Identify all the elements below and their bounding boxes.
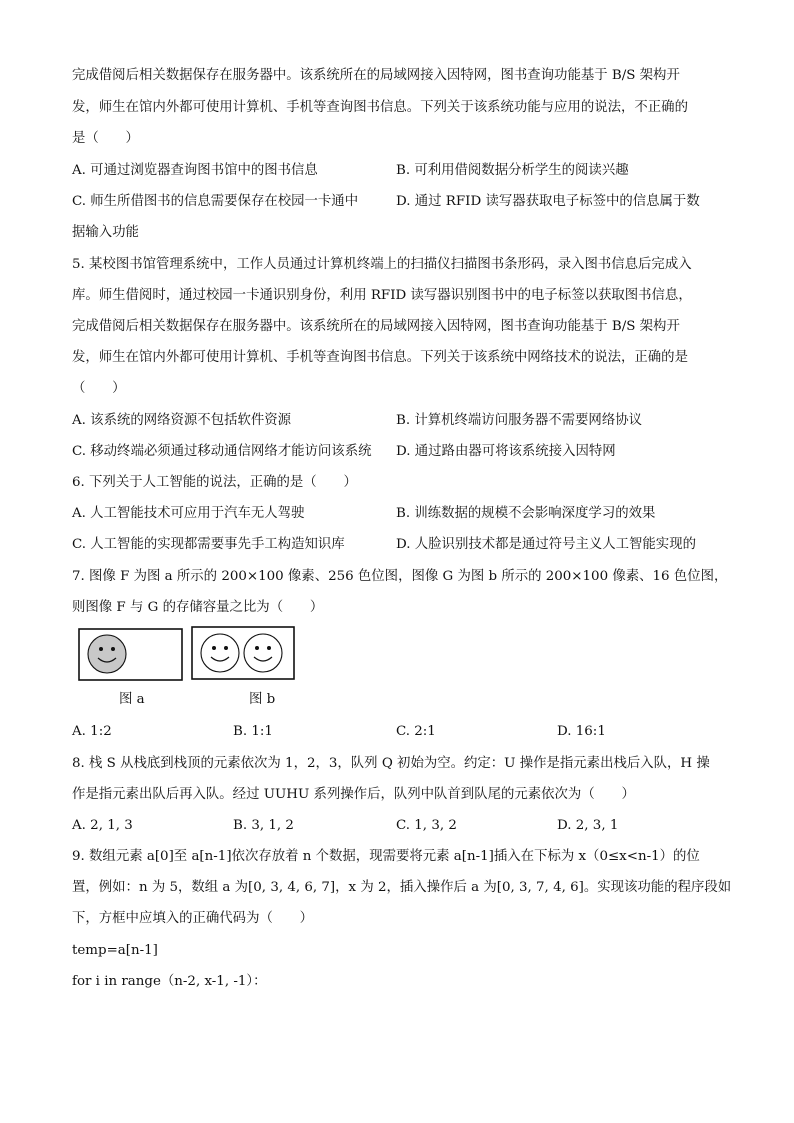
smiley-left-icon — [201, 634, 239, 672]
q4-option-d: D. 通过 RFID 读写器获取电子标签中的信息属于数 — [396, 194, 700, 209]
q7-option-c: C. 2:1 — [396, 724, 436, 739]
intro-line-2: 发，师生在馆内外都可使用计算机、手机等查询图书信息。下列关于该系统功能与应用的说法，不正确的 — [72, 100, 688, 115]
q5-option-b: B. 计算机终端访问服务器不需要网络协议 — [396, 413, 642, 428]
q6-option-d: D. 人脸识别技术都是通过符号主义人工智能实现的 — [396, 537, 696, 552]
q8-option-d: D. 2, 3, 1 — [557, 818, 619, 833]
q7-option-b: B. 1:1 — [233, 724, 273, 739]
q5-line-2: 库。师生借阅时，通过校园一卡通识别身份，利用 RFID 读写器识别图书中的电子标签以获取图书信息， — [72, 288, 692, 303]
q7-line-2: 则图像 F 与 G 的存储容量之比为（ ） — [72, 600, 324, 615]
q7-option-a: A. 1:2 — [72, 724, 112, 739]
q5-option-c: C. 移动终端必须通过移动通信网络才能访问该系统 — [72, 444, 372, 459]
q6-line-1: 6. 下列关于人工智能的说法，正确的是（ ） — [72, 475, 357, 490]
intro-line-1: 完成借阅后相关数据保存在服务器中。该系统所在的局域网接入因特网，图书查询功能基于 B/S 架构开 — [72, 68, 680, 83]
q9-line-1: 9. 数组元素 a[0]至 a[n-1]依次存放着 n 个数据，现需要将元素 a[n-1]插入在下标为 x（0≤x<n-1）的位 — [72, 849, 700, 864]
q7-line-1: 7. 图像 F 为图 a 所示的 200×100 像素、256 色位图，图像 G 为图 b 所示的 200×100 像素、16 色位图， — [72, 569, 728, 584]
q8-line-2: 作是指元素出队后再入队。经过 UUHU 系列操作后，队列中队首到队尾的元素依次为（ ） — [72, 787, 635, 802]
q5-option-a: A. 该系统的网络资源不包括软件资源 — [72, 413, 292, 428]
q5-option-d: D. 通过路由器可将该系统接入因特网 — [396, 444, 616, 459]
q5-line-1: 5. 某校图书馆管理系统中，工作人员通过计算机终端上的扫描仪扫描图书条形码，录入图书信息后完成入 — [72, 257, 692, 272]
figure-a-caption: 图 a — [119, 692, 145, 707]
q9-code-line-2: for i in range（n-2, x-1, -1）： — [72, 974, 267, 989]
q8-option-a: A. 2, 1, 3 — [72, 818, 133, 833]
figure-a-image — [78, 628, 183, 683]
q9-line-2: 置，例如：n 为 5，数组 a 为[0, 3, 4, 6, 7]，x 为 2，插入操作后 a 为[0, 3, 7, 4, 6]。实现该功能的程序段如 — [72, 880, 732, 895]
figure-b-image — [191, 626, 296, 682]
q4-option-d-continued: 据输入功能 — [72, 225, 139, 240]
smiley-gray-icon — [88, 635, 126, 673]
q5-line-5: （ ） — [72, 381, 126, 396]
q9-line-3: 下，方框中应填入的正确代码为（ ） — [72, 911, 314, 926]
q9-code-line-1: temp=a[n-1] — [72, 943, 158, 958]
intro-line-3: 是（ ） — [72, 131, 139, 146]
figure-b-caption: 图 b — [249, 692, 276, 707]
q4-option-c: C. 师生所借图书的信息需要保存在校园一卡通中 — [72, 194, 359, 209]
q4-option-b: B. 可利用借阅数据分析学生的阅读兴趣 — [396, 163, 629, 178]
smiley-right-icon — [244, 634, 282, 672]
q8-option-c: C. 1, 3, 2 — [396, 818, 457, 833]
q8-line-1: 8. 栈 S 从栈底到栈顶的元素依次为 1，2，3，队列 Q 初始为空。约定：U 操作是指元素出栈后入队，H 操 — [72, 756, 710, 771]
q6-option-c: C. 人工智能的实现都需要事先手工构造知识库 — [72, 537, 345, 552]
q8-option-b: B. 3, 1, 2 — [233, 818, 294, 833]
q6-option-b: B. 训练数据的规模不会影响深度学习的效果 — [396, 506, 656, 521]
q7-option-d: D. 16:1 — [557, 724, 606, 739]
q5-line-4: 发，师生在馆内外都可使用计算机、手机等查询图书信息。下列关于该系统中网络技术的说法，正确的是 — [72, 350, 688, 365]
q5-line-3: 完成借阅后相关数据保存在服务器中。该系统所在的局域网接入因特网，图书查询功能基于 B/S 架构开 — [72, 319, 680, 334]
q4-option-a: A. 可通过浏览器查询图书馆中的图书信息 — [72, 163, 318, 178]
q6-option-a: A. 人工智能技术可应用于汽车无人驾驶 — [72, 506, 305, 521]
